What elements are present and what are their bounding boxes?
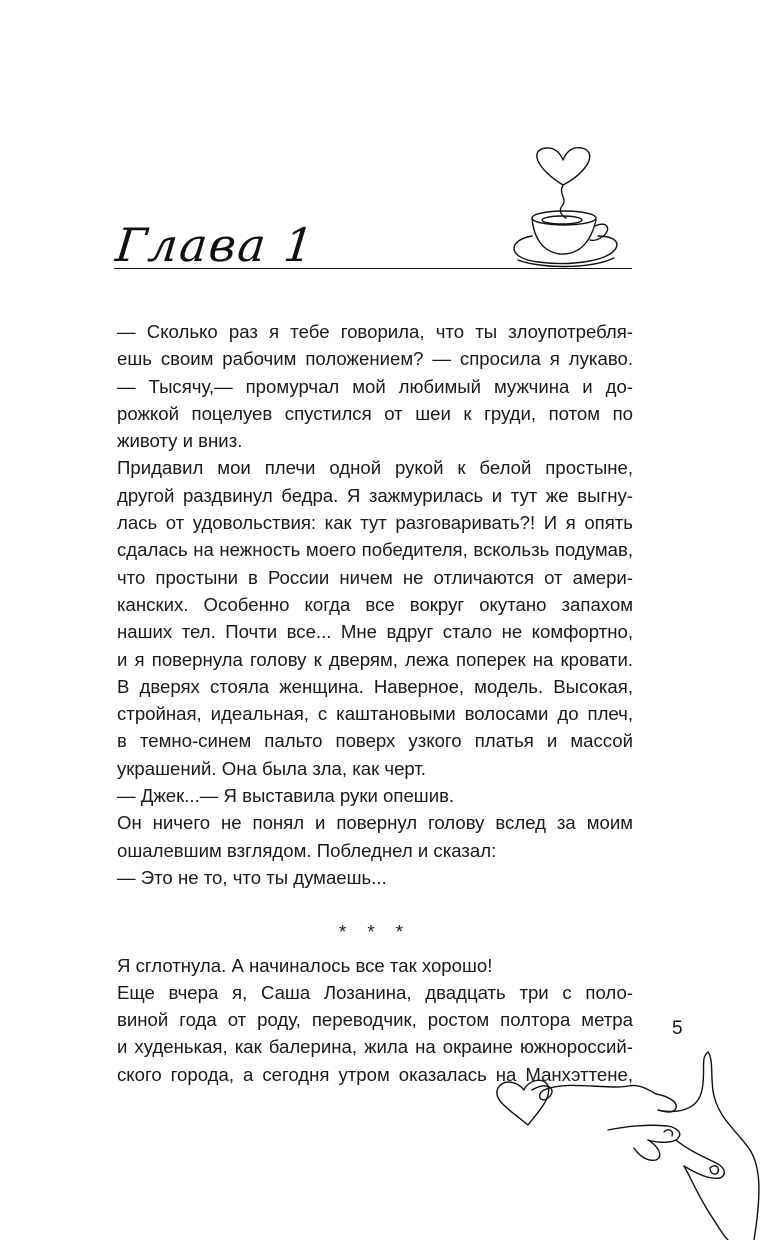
- text-line: украшений. Она была зла, как черт.: [117, 757, 426, 779]
- text-line: — Сколько раз я тебе говорила, что ты злоупотребля-: [117, 321, 633, 342]
- body-text: [117, 318, 633, 1088]
- text-line: в темно-синем пальто поверх узкого платья и массой: [117, 730, 633, 752]
- coffee-cup-heart-icon: [498, 140, 638, 275]
- chapter-title: Глава 1: [113, 218, 319, 272]
- text-line: Придавил мои плечи одной рукой к белой простыне,: [117, 457, 633, 479]
- text-line: что простыни в России ничем не отличаются от амери-: [117, 566, 633, 588]
- text-line: сдалась на нежность моего победителя, вскользь подумав,: [117, 539, 633, 561]
- text-line: ского города, а сегодня утром оказалась на Манхэттене,: [117, 1063, 633, 1085]
- text-line: рожкой поцелуев спустился от шеи к груди, потом по: [117, 402, 633, 424]
- text-line: Он ничего не понял и повернул голову вслед за моим: [117, 812, 633, 834]
- text-line: другой раздвинул бедра. Я зажмурилась и тут же выгну-: [117, 484, 633, 506]
- text-line: канских. Особенно когда все вокруг окутано запахом: [117, 593, 633, 615]
- text-line: и худенькая, как балерина, жила на окраине южнороссий-: [117, 1036, 633, 1058]
- page-number: 5: [672, 1018, 683, 1039]
- text-line: и я повернула голову к дверям, лежа поперек на кровати.: [117, 648, 633, 670]
- text-line: ошалевшим взглядом. Побледнел и сказал:: [117, 839, 497, 861]
- text-line: виной года от роду, переводчик, ростом полтора метра: [117, 1009, 633, 1031]
- text-line: животу и вниз.: [117, 430, 243, 452]
- text-line: стройная, идеальная, с каштановыми волосами до плеч,: [117, 703, 633, 725]
- section-separator: * * *: [338, 921, 412, 943]
- text-line: наших тел. Почти все... Мне вдруг стало не комфортно,: [117, 621, 633, 643]
- text-line: В дверях стояла женщина. Наверное, модель. Высокая,: [117, 675, 633, 697]
- text-line: — Джек...— Я выставила руки опешив.: [117, 785, 455, 807]
- text-line: ешь своим рабочим положением? — спросила я лукаво.: [117, 348, 633, 370]
- text-line: — Это не то, что ты думаешь...: [117, 866, 387, 888]
- text-line: — Тысячу,— промурчал мой любимый мужчина и до-: [117, 375, 633, 397]
- hand-heart-icon: [488, 1050, 768, 1240]
- text-line: лась от удовольствия: как тут разговаривать?! И я опять: [117, 512, 633, 534]
- text-line: Я сглотнула. А начиналось все так хорошо!: [117, 954, 493, 976]
- text-line: Еще вчера я, Саша Лозанина, двадцать три с поло-: [117, 981, 633, 1003]
